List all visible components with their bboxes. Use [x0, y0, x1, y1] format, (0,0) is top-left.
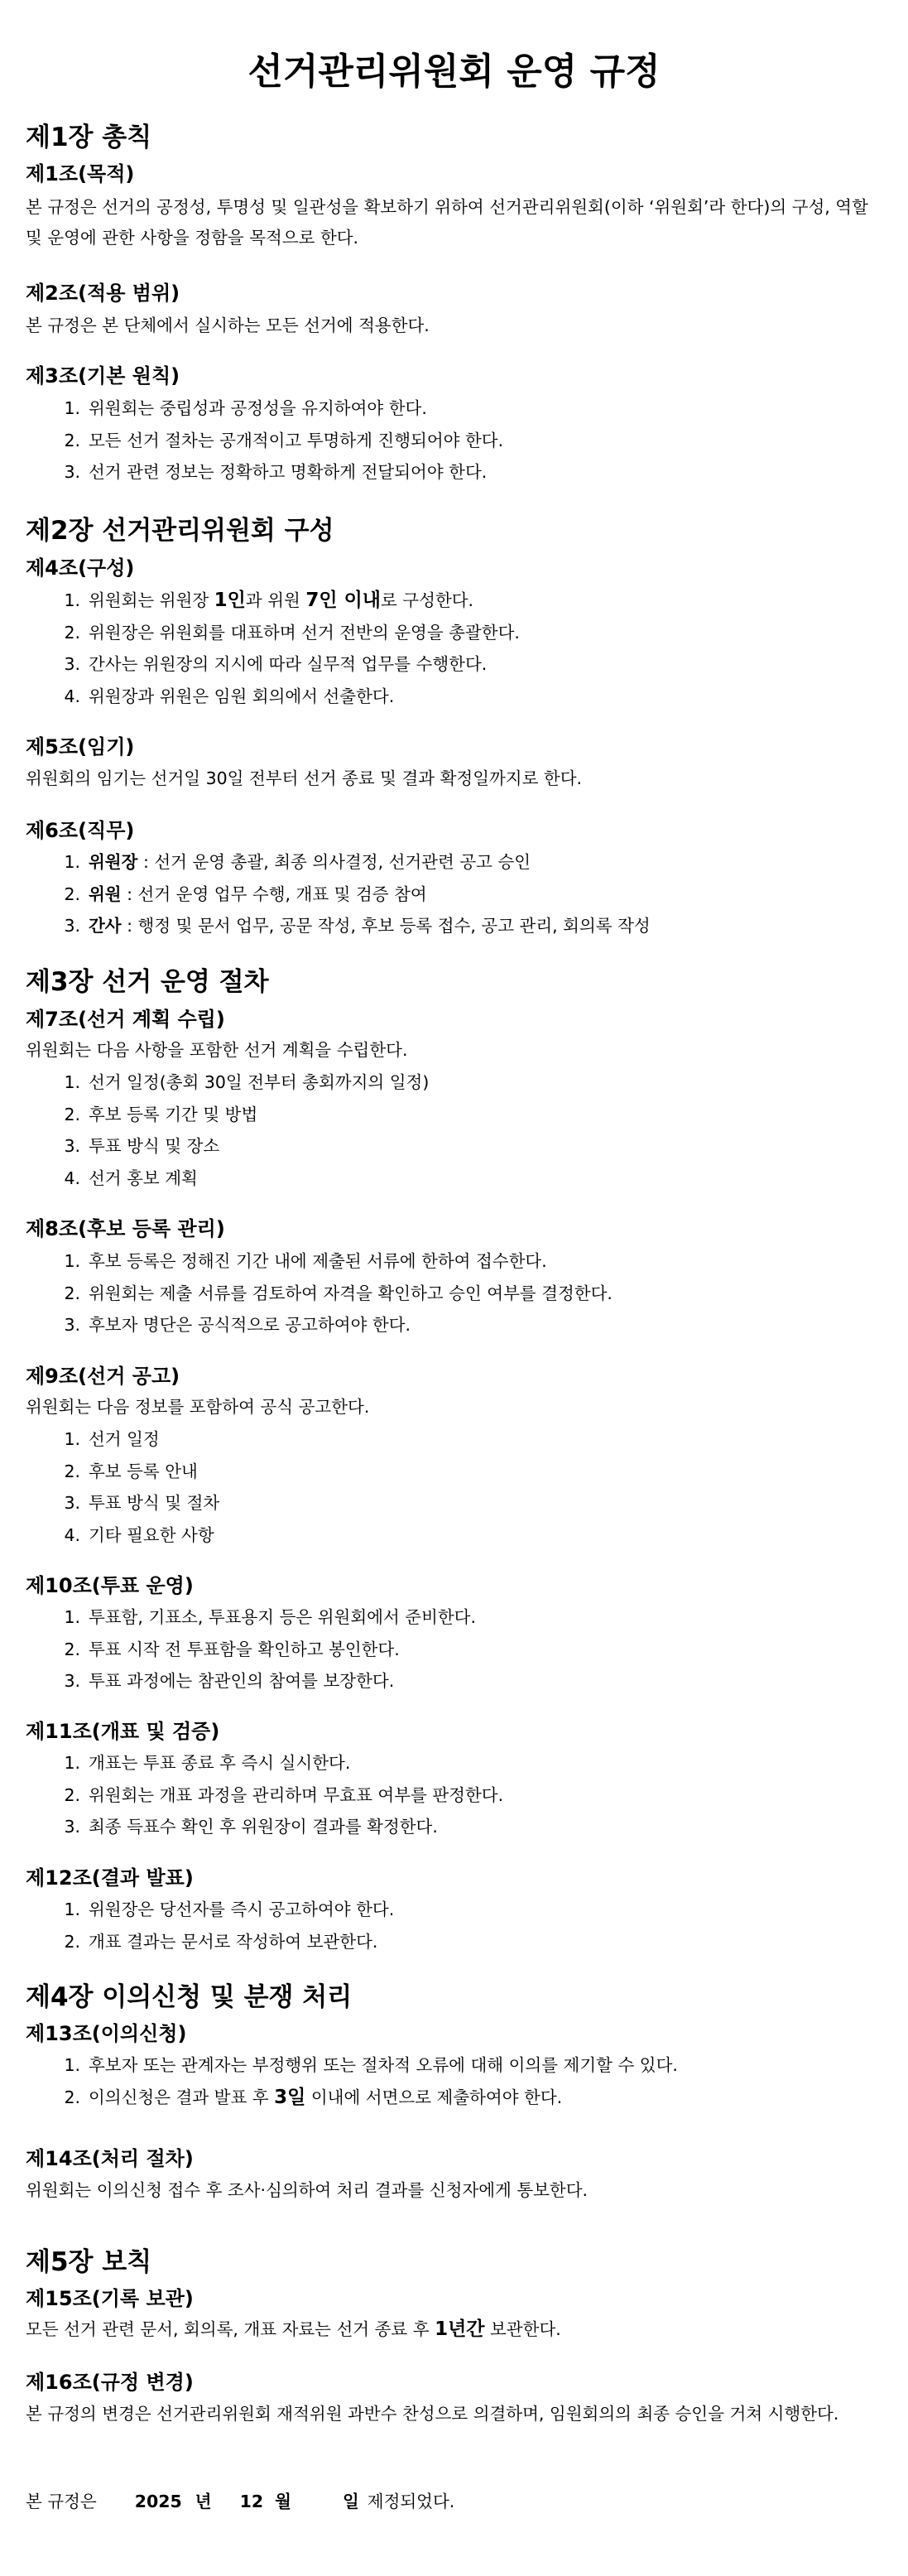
list-item: 1. 후보 등록은 정해진 기간 내에 제출된 서류에 한하여 접수한다. — [64, 1251, 547, 1271]
chapter-2-title: 제2장 선거관리위원회 구성 — [26, 516, 334, 546]
article-12-list — [26, 1894, 394, 1957]
article-10-title: 제10조(투표 운영) — [26, 1574, 194, 1597]
list-item: 4. 위원장과 위원은 임원 회의에서 선출한다. — [64, 686, 395, 706]
list-item: 2. 투표 시작 전 투표함을 확인하고 봉인한다. — [64, 1639, 400, 1659]
article-5-text: 위원회의 임기는 선거일 30일 전부터 선거 종료 및 결과 확정일까지로 한다. — [26, 768, 583, 788]
list-item: 2. 이의신청은 결과 발표 후 3일 이내에 서면으로 제출하여야 한다. — [64, 2086, 563, 2108]
list-item: 1. 위원장 : 선거 운영 총괄, 최종 의사결정, 선거관련 공고 승인 — [64, 852, 531, 872]
article-7-list — [26, 1067, 429, 1194]
article-2-text: 본 규정은 본 단체에서 실시하는 모든 선거에 적용한다. — [26, 315, 430, 335]
list-item: 2. 후보 등록 기간 및 방법 — [64, 1104, 258, 1124]
enactment-date-line: 본 규정은 2025 년 12 월 일 제정되었다. — [26, 2492, 455, 2511]
list-item: 2. 위원회는 제출 서류를 검토하여 자격을 확인하고 승인 여부를 결정한다. — [64, 1283, 613, 1303]
list-item: 1. 위원장은 당선자를 즉시 공고하여야 한다. — [64, 1899, 395, 1919]
list-item: 1. 후보자 또는 관계자는 부정행위 또는 절차적 오류에 대해 이의를 제기할 수 있다. — [64, 2055, 678, 2075]
list-item: 3. 투표 방식 및 장소 — [64, 1136, 220, 1156]
article-8-title: 제8조(후보 등록 관리) — [26, 1217, 225, 1240]
article-9-title: 제9조(선거 공고) — [26, 1365, 180, 1388]
article-14-text: 위원회는 이의신청 접수 후 조사·심의하여 처리 결과를 신청자에게 통보한다. — [26, 2180, 589, 2200]
article-7-intro: 위원회는 다음 사항을 포함한 선거 계획을 수립한다. — [26, 1040, 408, 1060]
article-9-intro: 위원회는 다음 정보를 포함하여 공식 공고한다. — [26, 1397, 370, 1417]
article-8-list — [26, 1245, 613, 1341]
list-item: 3. 간사는 위원장의 지시에 따라 실무적 업무를 수행한다. — [64, 654, 488, 674]
article-13-list — [26, 2049, 678, 2113]
list-item: 2. 개표 결과는 문서로 작성하여 보관한다. — [64, 1931, 378, 1952]
article-6-title: 제6조(직무) — [26, 819, 135, 842]
article-15-title: 제15조(기록 보관) — [26, 2287, 194, 2310]
article-13-title: 제13조(이의신청) — [26, 2022, 187, 2045]
list-item: 2. 위원 : 선거 운영 업무 수행, 개표 및 검증 참여 — [64, 884, 427, 904]
list-item: 3. 후보자 명단은 공식적으로 공고하여야 한다. — [64, 1315, 411, 1335]
chapter-1-title: 제1장 총칙 — [26, 123, 152, 152]
article-16-text: 본 규정의 변경은 선거관리위원회 재적위원 과반수 찬성으로 의결하며, 임원회의의 최종 승인을 거쳐 시행한다. — [26, 2404, 839, 2424]
article-15-text: 모든 선거 관련 문서, 회의록, 개표 자료는 선거 종료 후 1년간 보관한다. — [26, 2318, 561, 2340]
article-4-list — [26, 585, 520, 712]
article-1-title: 제1조(목적) — [26, 162, 135, 185]
list-item: 1. 개표는 투표 종료 후 즉시 실시한다. — [64, 1753, 351, 1773]
list-item: 4. 기타 필요한 사항 — [64, 1524, 214, 1545]
article-6-list — [26, 846, 651, 942]
article-10-list — [26, 1601, 476, 1697]
list-item: 3. 투표 방식 및 절차 — [64, 1493, 220, 1513]
article-11-title: 제11조(개표 및 검증) — [26, 1720, 220, 1743]
list-item: 3. 투표 과정에는 참관인의 참여를 보장한다. — [64, 1671, 395, 1691]
article-14-title: 제14조(처리 절차) — [26, 2147, 194, 2170]
list-item: 1. 위원회는 위원장 1인과 위원 7인 이내로 구성한다. — [64, 590, 474, 611]
list-item: 3. 선거 관련 정보는 정확하고 명확하게 전달되어야 한다. — [64, 462, 488, 482]
list-item: 2. 후보 등록 안내 — [64, 1461, 198, 1481]
list-item: 2. 위원회는 개표 과정을 관리하며 무효표 여부를 판정한다. — [64, 1784, 504, 1805]
article-4-title: 제4조(구성) — [26, 556, 135, 580]
list-item: 4. 선거 홍보 계획 — [64, 1168, 198, 1188]
article-16-title: 제16조(규정 변경) — [26, 2371, 194, 2394]
list-item: 1. 선거 일정(총회 30일 전부터 총회까지의 일정) — [64, 1072, 430, 1092]
list-item: 1. 투표함, 기표소, 투표용지 등은 위원회에서 준비한다. — [64, 1607, 476, 1627]
article-9-list — [26, 1423, 219, 1551]
list-item: 3. 간사 : 행정 및 문서 업무, 공문 작성, 후보 등록 접수, 공고 관리, 회의록 작성 — [64, 916, 651, 936]
article-3-list — [26, 392, 503, 489]
list-item: 2. 위원장은 위원회를 대표하며 선거 전반의 운영을 총괄한다. — [64, 622, 520, 643]
list-item: 2. 모든 선거 절차는 공개적이고 투명하게 진행되어야 한다. — [64, 430, 504, 450]
list-item: 1. 위원회는 중립성과 공정성을 유지하여야 한다. — [64, 398, 427, 418]
chapter-3-title: 제3장 선거 운영 절차 — [26, 967, 269, 997]
chapter-5-title: 제5장 보칙 — [26, 2247, 152, 2277]
article-3-title: 제3조(기본 원칙) — [26, 364, 180, 388]
document-title: 선거관리위원회 운영 규정 — [247, 51, 661, 93]
list-item: 1. 선거 일정 — [64, 1429, 160, 1449]
list-item: 3. 최종 득표수 확인 후 위원장이 결과를 확정한다. — [64, 1817, 438, 1837]
article-2-title: 제2조(적용 범위) — [26, 282, 180, 305]
article-7-title: 제7조(선거 계획 수립) — [26, 1008, 225, 1031]
article-12-title: 제12조(결과 발표) — [26, 1866, 194, 1890]
article-11-list — [26, 1747, 503, 1843]
article-1-text: 본 규정은 선거의 공정성, 투명성 및 일관성을 확보하기 위하여 선거관리위원회(이하 ‘위원회’라 한다)의 구성, 역할 및 운영에 관한 사항을 정함을 목적으로 한다. — [26, 197, 868, 248]
article-5-title: 제5조(임기) — [26, 735, 135, 758]
chapter-4-title: 제4장 이의신청 및 분쟁 처리 — [26, 1982, 353, 2012]
